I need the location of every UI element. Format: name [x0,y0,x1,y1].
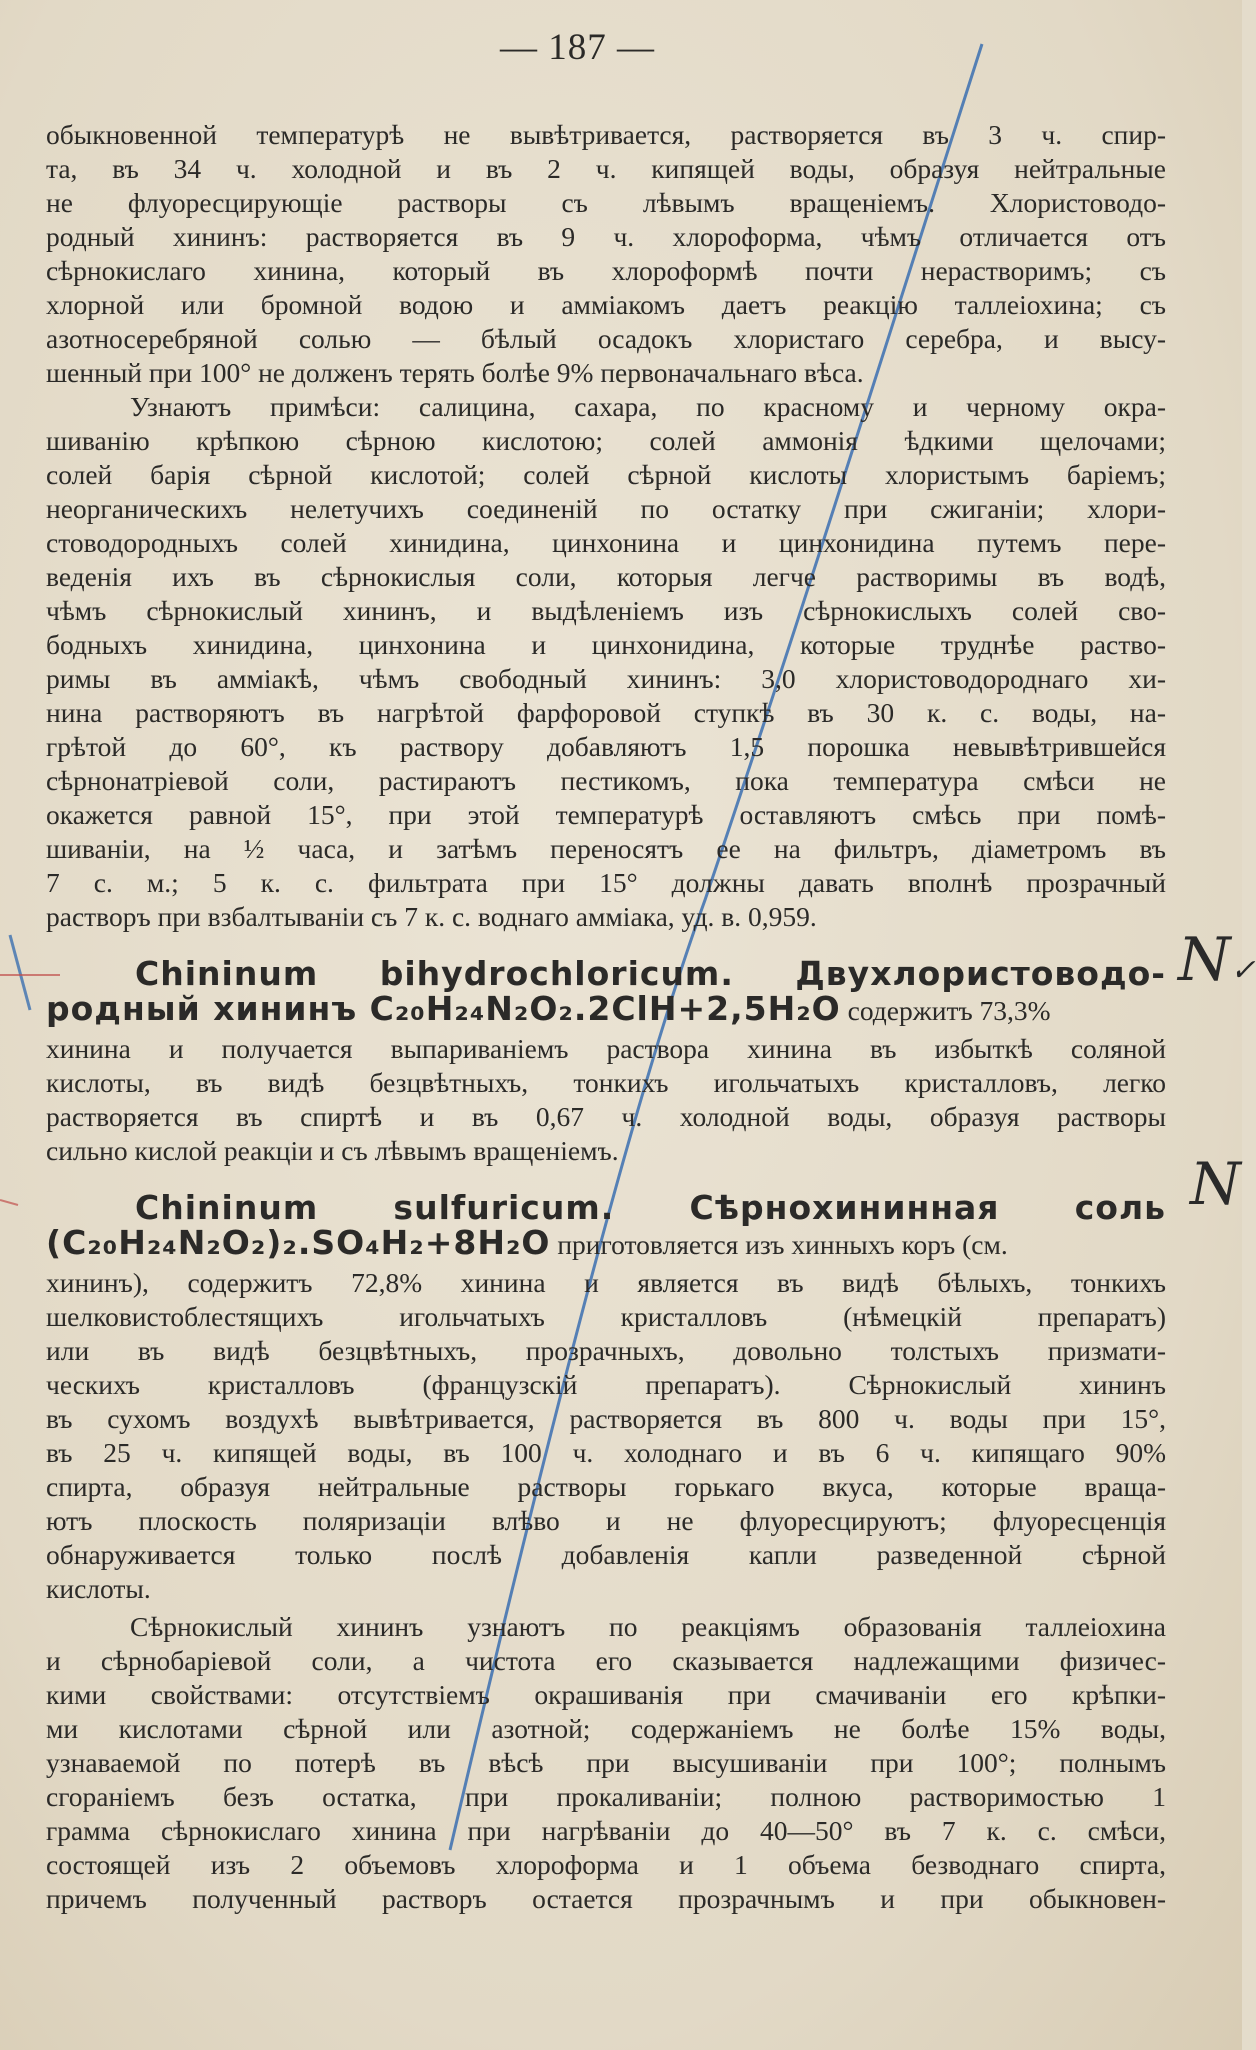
page-number: — 187 — [500,27,655,68]
text-line: ми кислотами сѣрной или азотной; содержаніемъ не болѣе 15% воды, [46,1713,1166,1744]
text-line: причемъ полученный растворъ остается прозрачнымъ и при обыкновен- [46,1883,1166,1914]
text-line: родный хининъ: растворяется въ 9 ч. хлороформа, чѣмъ отличается отъ [46,221,1166,252]
text-line: обнаруживается только послѣ добавленія капли разведенной сѣрной [46,1539,1166,1570]
text-line: сѣрнокислаго хинина, который въ хлороформѣ почти нерастворимъ; съ [46,255,1166,286]
text-line: ютъ плоскость поляризаціи влѣво и не флуоресцируютъ; флуоресценція [46,1505,1166,1536]
text-line: та, въ 34 ч. холодной и въ 2 ч. кипящей воды, образуя нейтральные [46,153,1166,184]
text-line: хлорной или бромной водою и амміакомъ даетъ реакцію таллеіохина; съ [46,289,1166,320]
text-line: хинина и получается выпариваніемъ раствора хинина въ избыткѣ соляной [46,1033,1166,1064]
text-line: сильно кислой реакціи и съ лѣвымъ вращеніемъ. [46,1135,619,1166]
text-line: сѣрнонатріевой соли, растираютъ пестикомъ, пока температура смѣси не [46,765,1166,796]
text-line: шиванію крѣпкою сѣрною кислотою; солей аммонія ѣдкими щелочами; [46,425,1166,456]
text-line: грѣтой до 60°, къ раствору добавляютъ 1,5 порошка невывѣтрившейся [46,731,1166,762]
text-line: хининъ), содержитъ 72,8% хинина и является въ видѣ бѣлыхъ, тонкихъ [46,1267,1166,1298]
blue-pen-margin-tick [10,935,30,1010]
text-line: въ 25 ч. кипящей воды, въ 100 ч. холоднаго и въ 6 ч. кипящаго 90% [46,1437,1166,1468]
text-line: кислоты, въ видѣ безцвѣтныхъ, тонкихъ игольчатыхъ кристалловъ, легко [46,1067,1166,1098]
text-line: ческихъ кристалловъ (французскій препаратъ). Сѣрнокислый хининъ [46,1369,1166,1400]
formula-text: (C₂₀H₂₄N₂O₂)₂.SO₄H₂+8H₂O [46,1223,551,1262]
red-pen-margin-dash-2 [0,1200,18,1205]
text-line: или въ видѣ безцвѣтныхъ, прозрачныхъ, довольно толстыхъ призмати- [46,1335,1166,1366]
margin-mark-1: N✓ [1178,925,1256,995]
text-line: азотносеребряной солью — бѣлый осадокъ хлористаго серебра, и высу- [46,323,1166,354]
text-line: веденія ихъ въ сѣрнокислыя соли, которыя легче растворимы въ водѣ, [46,561,1166,592]
heading-formula-line [46,1223,1166,1262]
text-line: сгораніемъ безъ остатка, при прокаливаніи; полною растворимостью 1 [46,1781,1166,1812]
text-line: растворяется въ спиртѣ и въ 0,67 ч. холодной воды, образуя растворы [46,1101,1166,1132]
text-line: кими свойствами: отсутствіемъ окрашиванія при смачиваніи его крѣпки- [46,1679,1166,1710]
text-line: состоящей изъ 2 объемовъ хлороформа и 1 объема безводнаго спирта, [46,1849,1166,1880]
text-line: Chininum sulfuricum. Сѣрнохининная соль [135,1188,1166,1227]
text-line: нина растворяютъ въ нагрѣтой фарфоровой ступкѣ въ 30 к. с. воды, на- [46,697,1166,728]
text-line: римы въ амміакѣ, чѣмъ свободный хининъ: 3,0 хлористоводороднаго хи- [46,663,1166,694]
text-line: кислоты. [46,1573,151,1604]
text-line: шиваніи, на ½ часа, и затѣмъ переносятъ ее на фильтръ, діаметромъ въ [46,833,1166,864]
text-line: окажется равной 15°, при этой температурѣ оставляютъ смѣсь при помѣ- [46,799,1166,830]
text-line: узнаваемой по потерѣ въ вѣсѣ при высушиваніи при 100°; полнымъ [46,1747,1166,1778]
text-line: Сѣрнокислый хининъ узнаютъ по реакціямъ образованія таллеіохина [130,1611,1166,1642]
formula-text: родный хининъ C₂₀H₂₄N₂O₂.2ClH+2,5H₂O [46,989,841,1028]
text-line: шенный при 100° не долженъ терять болѣе 9% первоначальнаго вѣса. [46,357,864,388]
text-line: шелковистоблестящихъ игольчатыхъ кристалловъ (нѣмецкій препаратъ) [46,1301,1166,1332]
text-line: Chininum bihydrochloricum. Двухлористоводо- [135,954,1166,993]
text-line: солей барія сѣрной кислотой; солей сѣрной кислоты хлористымъ баріемъ; [46,459,1166,490]
text-line: и сѣрнобаріевой соли, а чистота его сказывается надлежащими физичес- [46,1645,1166,1676]
text-line: не флуоресцирующіе растворы съ лѣвымъ вращеніемъ. Хлористоводо- [46,187,1166,218]
formula-continuation: приготовляется изъ хинныхъ коръ (см. [550,1229,1008,1260]
formula-continuation: содержитъ 73,3% [840,995,1051,1026]
heading-formula-line [46,989,1166,1028]
text-line: въ сухомъ воздухѣ вывѣтривается, растворяется въ 800 ч. воды при 15°, [46,1403,1166,1434]
text-line: Узнаютъ примѣси: салицина, сахара, по красному и черному окра- [130,391,1166,422]
text-line: растворъ при взбалтываніи съ 7 к. с. воднаго амміака, уд. в. 0,959. [46,901,817,932]
text-line: спирта, образуя нейтральные растворы горькаго вкуса, которые враща- [46,1471,1166,1502]
text-line: стоводородныхъ солей хинидина, цинхонина и цинхонидина путемъ пере- [46,527,1166,558]
text-line: неорганическихъ нелетучихъ соединеній по остатку при сжиганіи; хлори- [46,493,1166,524]
text-line: обыкновенной температурѣ не вывѣтривается, растворяется въ 3 ч. спир- [46,119,1166,150]
text-line: грамма сѣрнокислаго хинина при нагрѣваніи до 40—50° въ 7 к. с. смѣси, [46,1815,1166,1846]
text-line: чѣмъ сѣрнокислый хининъ, и выдѣленіемъ изъ сѣрнокислыхъ солей сво- [46,595,1166,626]
text-line: бодныхъ хинидина, цинхонина и цинхонидина, которые труднѣе раство- [46,629,1166,660]
margin-mark-2: N [1190,1150,1241,1218]
text-line: 7 с. м.; 5 к. с. фильтрата при 15° должны давать вполнѣ прозрачный [46,867,1166,898]
